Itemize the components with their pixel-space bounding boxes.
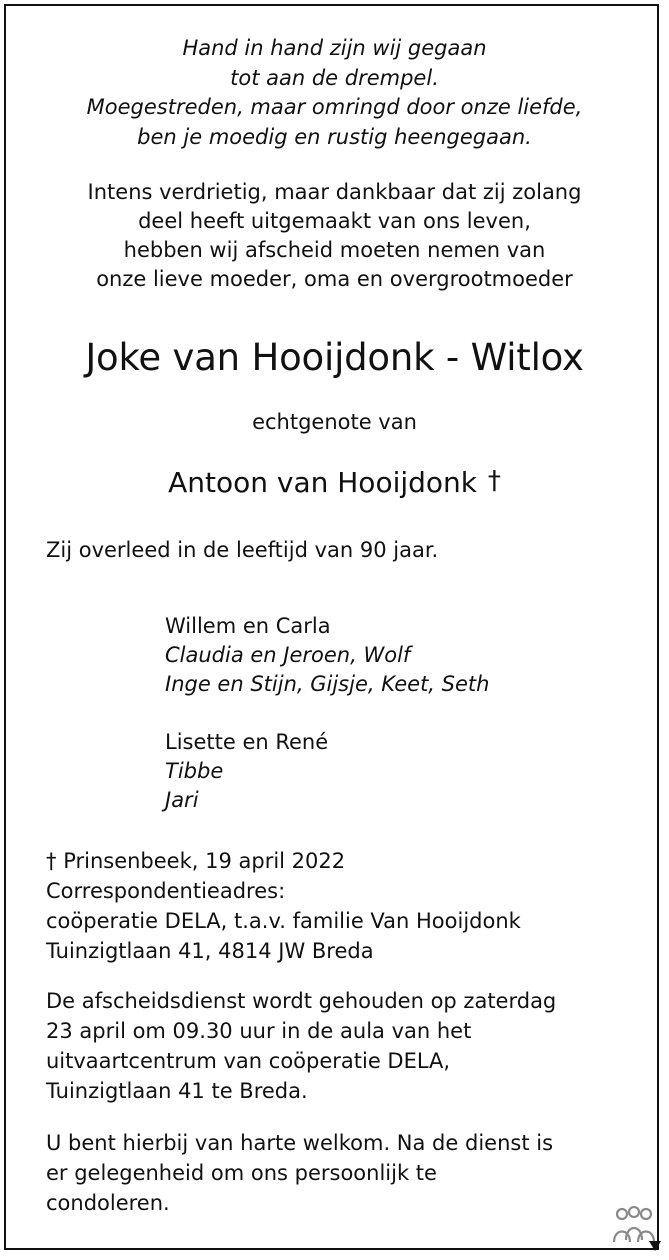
poem-line: ben je moedig en rustig heengegaan. bbox=[137, 124, 532, 149]
poem-line: Hand in hand zijn wij gegaan bbox=[182, 36, 487, 60]
intro-line: onze lieve moeder, oma en overgrootmoeder bbox=[96, 267, 573, 291]
welcome-text bbox=[46, 1128, 553, 1218]
family-children: Jari bbox=[165, 788, 199, 812]
poem-line: tot aan de drempel. bbox=[230, 65, 439, 90]
welcome-line: condoleren. bbox=[46, 1191, 170, 1215]
family-parents: Willem en Carla bbox=[165, 614, 331, 638]
service-info bbox=[46, 986, 556, 1106]
family-parents: Lisette en René bbox=[165, 730, 329, 754]
address-block bbox=[46, 846, 521, 966]
service-line: De afscheidsdienst wordt gehouden op zaterdag bbox=[46, 989, 557, 1013]
family-children: Claudia en Jeroen, Wolf bbox=[165, 643, 411, 667]
cross-icon: † bbox=[46, 849, 57, 873]
family-group bbox=[165, 728, 328, 815]
deceased-name: Joke van Hooijdonk - Witlox bbox=[85, 336, 584, 379]
family-children: Inge en Stijn, Gijsje, Keet, Seth bbox=[165, 672, 490, 696]
age-line: Zij overleed in de leeftijd van 90 jaar. bbox=[46, 538, 439, 562]
intro-line: deel heeft uitgemaakt van ons leven, bbox=[138, 209, 531, 233]
poem bbox=[0, 34, 669, 152]
cross-icon: † bbox=[487, 466, 501, 496]
intro-text bbox=[0, 178, 669, 294]
correspondence-line: Tuinzigtlaan 41, 4814 JW Breda bbox=[46, 939, 374, 963]
triangle-down-icon[interactable] bbox=[649, 1241, 661, 1251]
correspondence-line: coöperatie DELA, t.a.v. familie Van Hooijdonk bbox=[46, 909, 521, 933]
spouse-label: echtgenote van bbox=[252, 410, 417, 434]
place-date-text: Prinsenbeek, 19 april 2022 bbox=[63, 849, 346, 873]
intro-line: Intens verdrietig, maar dankbaar dat zij zolang bbox=[87, 180, 582, 204]
correspondence-line: Correspondentieadres: bbox=[46, 879, 286, 903]
family-group bbox=[165, 612, 489, 699]
spouse bbox=[0, 462, 669, 502]
welcome-line: er gelegenheid om ons persoonlijk te bbox=[46, 1161, 437, 1185]
family-children: Tibbe bbox=[165, 759, 224, 783]
service-line: 23 april om 09.30 uur in de aula van het bbox=[46, 1019, 472, 1043]
welcome-line: U bent hierbij van harte welkom. Na de dienst is bbox=[46, 1131, 554, 1155]
spouse-name: Antoon van Hooijdonk bbox=[168, 466, 477, 499]
poem-line: Moegestreden, maar omringd door onze liefde, bbox=[86, 95, 583, 119]
family-people-icon bbox=[610, 1206, 658, 1246]
place-date bbox=[46, 846, 521, 876]
service-line: Tuinzigtlaan 41 te Breda. bbox=[46, 1079, 308, 1103]
intro-line: hebben wij afscheid moeten nemen van bbox=[123, 238, 546, 262]
service-line: uitvaartcentrum van coöperatie DELA, bbox=[46, 1049, 451, 1073]
